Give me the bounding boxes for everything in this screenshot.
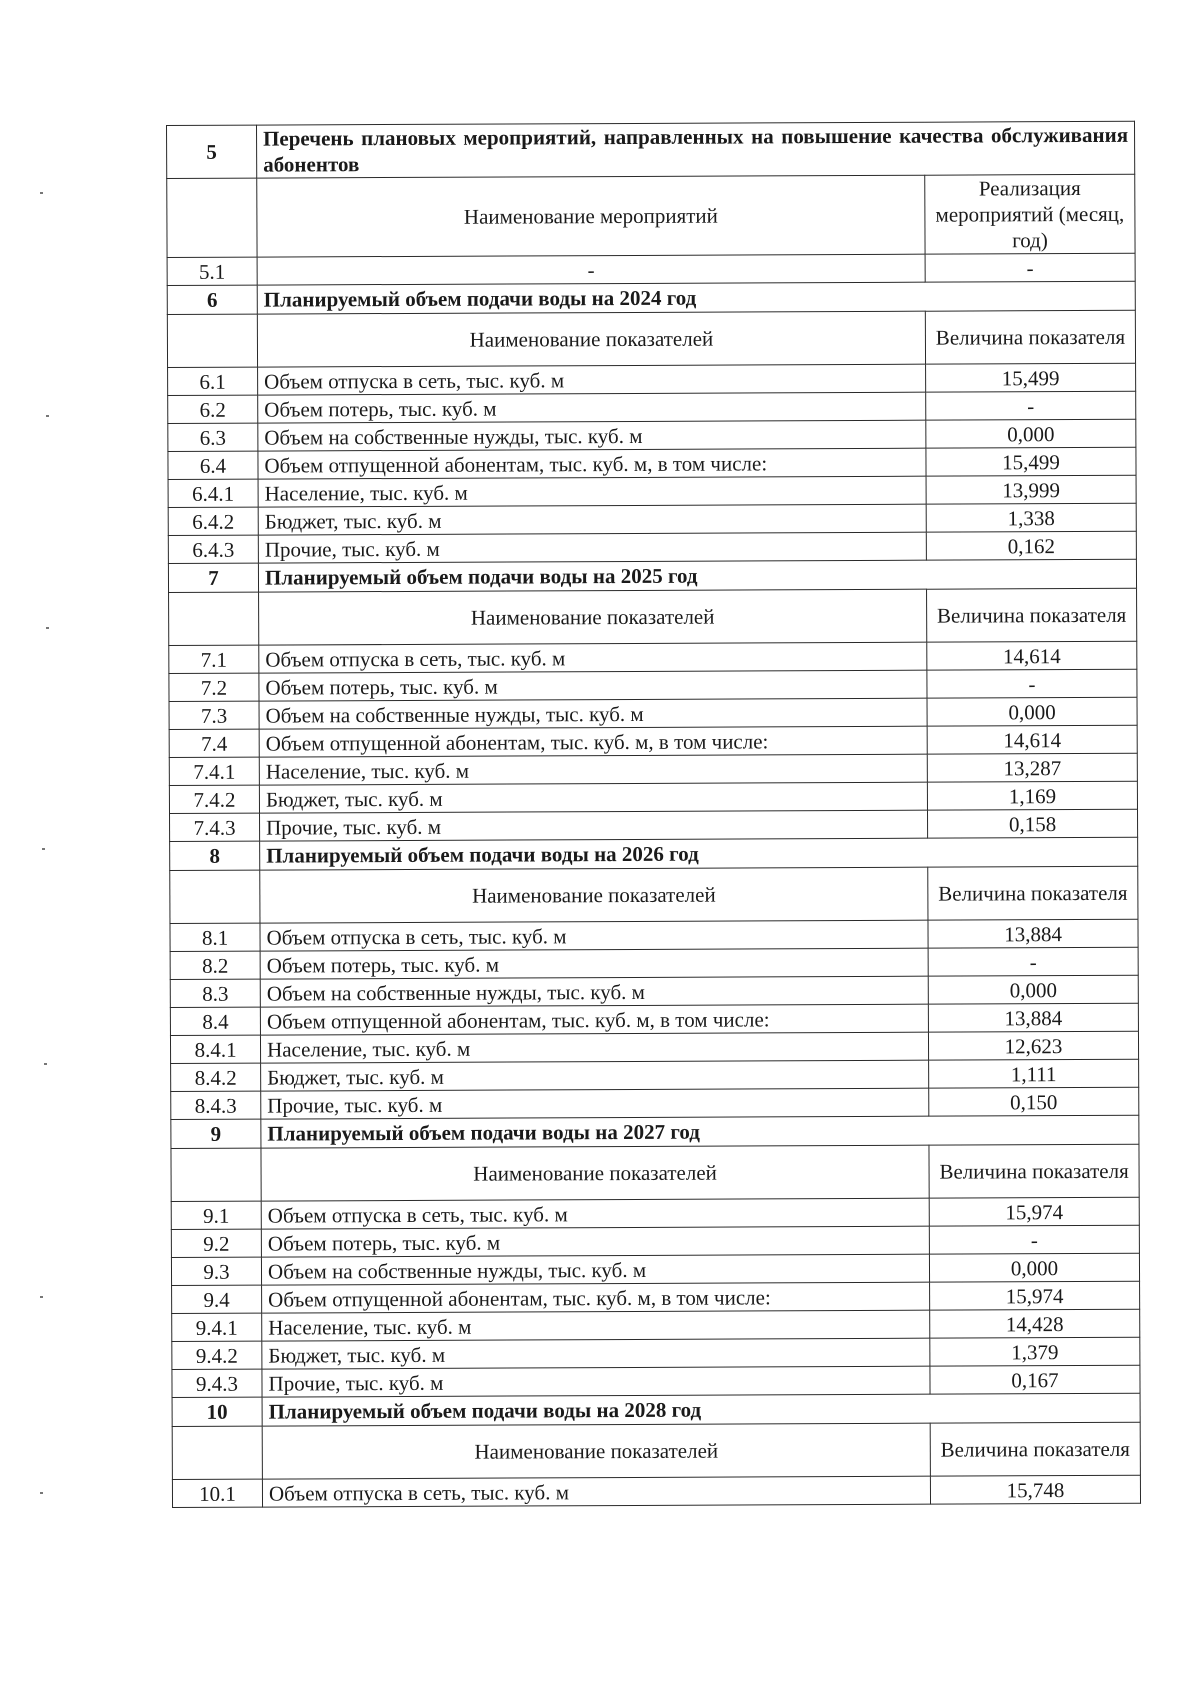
row-name: Объем на собственные нужды, тыс. куб. м bbox=[258, 420, 926, 451]
row-name: Бюджет, тыс. куб. м bbox=[262, 1338, 930, 1369]
row-number: 7.4.1 bbox=[169, 757, 259, 785]
section-title-row bbox=[171, 1115, 1139, 1148]
row-value: 12,623 bbox=[928, 1031, 1138, 1060]
row-number: 10.1 bbox=[172, 1479, 262, 1507]
header-number-cell bbox=[170, 870, 260, 923]
row-name: Бюджет, тыс. куб. м bbox=[259, 782, 927, 813]
row-value: - bbox=[925, 253, 1135, 282]
row-number: 8.4.2 bbox=[171, 1063, 261, 1091]
row-value: 13,884 bbox=[928, 919, 1138, 948]
row-value: - bbox=[927, 669, 1137, 698]
row-name: Прочие, тыс. куб. м bbox=[261, 1088, 929, 1119]
table-row bbox=[171, 1225, 1139, 1257]
row-name: Объем на собственные нужды, тыс. куб. м bbox=[259, 698, 927, 729]
row-name: Объем отпущенной абонентам, тыс. куб. м, в том числе: bbox=[259, 726, 927, 757]
section-title-row bbox=[167, 281, 1135, 314]
table-row bbox=[169, 697, 1137, 729]
row-name: Прочие, тыс. куб. м bbox=[258, 532, 926, 563]
row-value: 1,169 bbox=[927, 781, 1137, 810]
row-value: - bbox=[926, 391, 1136, 420]
scan-speck bbox=[46, 415, 49, 417]
row-number: 6.4 bbox=[168, 451, 258, 479]
row-value: 15,974 bbox=[930, 1281, 1140, 1310]
row-name: Население, тыс. куб. м bbox=[258, 476, 926, 507]
row-value: 15,499 bbox=[926, 363, 1136, 392]
row-number: 8.2 bbox=[170, 951, 260, 979]
row-number: 8.3 bbox=[170, 979, 260, 1007]
header-number-cell bbox=[172, 1426, 262, 1479]
row-value: 14,614 bbox=[927, 725, 1137, 754]
row-number: 5.1 bbox=[167, 257, 257, 285]
header-value-cell: Величина показателя bbox=[929, 1144, 1139, 1198]
table-row bbox=[168, 503, 1136, 535]
table-row bbox=[168, 531, 1136, 563]
column-header-row bbox=[171, 1144, 1139, 1201]
row-value: 0,000 bbox=[927, 697, 1137, 726]
section-number: 8 bbox=[170, 841, 260, 870]
row-number: 9.4.1 bbox=[172, 1313, 262, 1341]
table-row bbox=[169, 641, 1137, 673]
table-row bbox=[171, 1087, 1139, 1119]
row-value: 15,748 bbox=[930, 1475, 1140, 1504]
row-name: Объем отпущенной абонентам, тыс. куб. м, в том числе: bbox=[260, 1004, 928, 1035]
header-name-cell: Наименование показателей bbox=[260, 867, 928, 923]
scan-speck bbox=[42, 848, 45, 850]
row-value: 0,000 bbox=[926, 419, 1136, 448]
row-value: 0,150 bbox=[929, 1087, 1139, 1116]
table-row bbox=[172, 1365, 1140, 1397]
row-number: 8.4.3 bbox=[171, 1091, 261, 1119]
row-name: - bbox=[257, 254, 925, 285]
section-number: 5 bbox=[167, 125, 257, 178]
row-value: 0,162 bbox=[926, 531, 1136, 560]
row-number: 7.3 bbox=[169, 701, 259, 729]
table-row bbox=[168, 447, 1136, 479]
scan-speck bbox=[46, 627, 49, 629]
table-row bbox=[170, 1031, 1138, 1063]
row-value: 1,379 bbox=[930, 1337, 1140, 1366]
scan-speck bbox=[44, 1063, 47, 1065]
table-row bbox=[170, 975, 1138, 1007]
row-number: 8.4.1 bbox=[170, 1035, 260, 1063]
table-row bbox=[170, 809, 1138, 841]
section-title-row bbox=[167, 121, 1135, 178]
row-number: 7.4.3 bbox=[170, 813, 260, 841]
header-number-cell bbox=[167, 314, 257, 367]
row-number: 9.4.2 bbox=[172, 1341, 262, 1369]
section-title: Планируемый объем подачи воды на 2027 год bbox=[261, 1115, 1139, 1148]
table-row bbox=[169, 753, 1137, 785]
header-name-cell: Наименование мероприятий bbox=[257, 175, 925, 257]
row-name: Объем отпущенной абонентам, тыс. куб. м, в том числе: bbox=[258, 448, 926, 479]
row-name: Прочие, тыс. куб. м bbox=[262, 1366, 930, 1397]
row-number: 8.1 bbox=[170, 923, 260, 951]
table-row bbox=[171, 1059, 1139, 1091]
column-header-row bbox=[172, 1422, 1140, 1479]
row-name: Объем отпуска в сеть, тыс. куб. м bbox=[260, 920, 928, 951]
row-value: 13,884 bbox=[928, 1003, 1138, 1032]
row-name: Объем отпуска в сеть, тыс. куб. м bbox=[259, 642, 927, 673]
table-row bbox=[171, 1253, 1139, 1285]
scan-speck bbox=[40, 1492, 43, 1494]
header-value-cell: Величина показателя bbox=[930, 1422, 1140, 1476]
row-number: 6.4.1 bbox=[168, 479, 258, 507]
row-number: 9.4.3 bbox=[172, 1369, 262, 1397]
row-value: 1,111 bbox=[929, 1059, 1139, 1088]
table-row bbox=[168, 391, 1136, 423]
row-number: 9.1 bbox=[171, 1201, 261, 1229]
header-number-cell bbox=[171, 1148, 261, 1201]
table-row bbox=[171, 1197, 1139, 1229]
header-value-cell: Реализация мероприятий (месяц, год) bbox=[925, 174, 1135, 254]
header-name-cell: Наименование показателей bbox=[257, 311, 925, 367]
row-number: 8.4 bbox=[170, 1007, 260, 1035]
scan-speck bbox=[40, 1296, 43, 1298]
row-value: 15,499 bbox=[926, 447, 1136, 476]
row-value: 15,974 bbox=[929, 1197, 1139, 1226]
row-name: Бюджет, тыс. куб. м bbox=[261, 1060, 929, 1091]
header-name-cell: Наименование показателей bbox=[261, 1145, 929, 1201]
section-title: Планируемый объем подачи воды на 2028 год bbox=[262, 1393, 1140, 1426]
row-number: 9.3 bbox=[171, 1257, 261, 1285]
row-number: 9.4 bbox=[172, 1285, 262, 1313]
row-name: Объем потерь, тыс. куб. м bbox=[259, 670, 927, 701]
table-row bbox=[168, 475, 1136, 507]
table-row bbox=[169, 669, 1137, 701]
scan-speck bbox=[40, 192, 43, 194]
column-header-row bbox=[167, 174, 1135, 257]
row-value: 13,287 bbox=[927, 753, 1137, 782]
row-number: 7.1 bbox=[169, 645, 259, 673]
row-value: 0,000 bbox=[929, 1253, 1139, 1282]
row-name: Объем на собственные нужды, тыс. куб. м bbox=[261, 1254, 929, 1285]
row-name: Объем потерь, тыс. куб. м bbox=[261, 1226, 929, 1257]
row-value: - bbox=[928, 947, 1138, 976]
row-name: Бюджет, тыс. куб. м bbox=[258, 504, 926, 535]
section-number: 6 bbox=[167, 285, 257, 314]
row-name: Прочие, тыс. куб. м bbox=[260, 810, 928, 841]
header-name-cell: Наименование показателей bbox=[259, 589, 927, 645]
row-name: Объем на собственные нужды, тыс. куб. м bbox=[260, 976, 928, 1007]
section-title: Планируемый объем подачи воды на 2026 год bbox=[260, 837, 1138, 870]
table-row bbox=[168, 419, 1136, 451]
table-row bbox=[168, 363, 1136, 395]
header-number-cell bbox=[169, 592, 259, 645]
row-name: Объем отпуска в сеть, тыс. куб. м bbox=[262, 1476, 930, 1507]
table-row bbox=[169, 781, 1137, 813]
row-number: 6.2 bbox=[168, 395, 258, 423]
row-number: 6.1 bbox=[168, 367, 258, 395]
column-header-row bbox=[167, 310, 1135, 367]
section-title: Планируемый объем подачи воды на 2024 год bbox=[257, 281, 1135, 314]
row-name: Население, тыс. куб. м bbox=[262, 1310, 930, 1341]
row-value: 0,000 bbox=[928, 975, 1138, 1004]
table-row bbox=[172, 1475, 1140, 1507]
row-value: 13,999 bbox=[926, 475, 1136, 504]
header-value-cell: Величина показателя bbox=[928, 866, 1138, 920]
row-name: Население, тыс. куб. м bbox=[260, 1032, 928, 1063]
header-value-cell: Величина показателя bbox=[927, 588, 1137, 642]
row-number: 7.4 bbox=[169, 729, 259, 757]
row-number: 7.4.2 bbox=[169, 785, 259, 813]
row-number: 6.4.2 bbox=[168, 507, 258, 535]
row-name: Население, тыс. куб. м bbox=[259, 754, 927, 785]
table-row bbox=[170, 1003, 1138, 1035]
table-row bbox=[172, 1309, 1140, 1341]
header-name-cell: Наименование показателей bbox=[262, 1423, 930, 1479]
table-row bbox=[167, 253, 1135, 285]
section-number: 10 bbox=[172, 1397, 262, 1426]
header-number-cell bbox=[167, 178, 257, 257]
section-title: Планируемый объем подачи воды на 2025 год bbox=[258, 559, 1136, 592]
row-value: 14,428 bbox=[930, 1309, 1140, 1338]
plan-table bbox=[166, 121, 1141, 1508]
row-value: 1,338 bbox=[926, 503, 1136, 532]
row-name: Объем потерь, тыс. куб. м bbox=[258, 392, 926, 423]
row-name: Объем потерь, тыс. куб. м bbox=[260, 948, 928, 979]
row-number: 6.4.3 bbox=[168, 535, 258, 563]
column-header-row bbox=[169, 588, 1137, 645]
table-row bbox=[172, 1281, 1140, 1313]
section-number: 9 bbox=[171, 1119, 261, 1148]
row-name: Объем отпуска в сеть, тыс. куб. м bbox=[261, 1198, 929, 1229]
row-value: 14,614 bbox=[927, 641, 1137, 670]
section-title-row bbox=[172, 1393, 1140, 1426]
row-number: 9.2 bbox=[171, 1229, 261, 1257]
section-title: Перечень плановых мероприятий, направленных на повышение качества обслуживания абонентов bbox=[257, 121, 1135, 178]
table-row bbox=[170, 947, 1138, 979]
row-value: - bbox=[929, 1225, 1139, 1254]
table-row bbox=[172, 1337, 1140, 1369]
table-row bbox=[170, 919, 1138, 951]
section-title-row bbox=[170, 837, 1138, 870]
row-value: 0,158 bbox=[927, 809, 1137, 838]
column-header-row bbox=[170, 866, 1138, 923]
section-title-row bbox=[168, 559, 1136, 592]
row-name: Объем отпуска в сеть, тыс. куб. м bbox=[258, 364, 926, 395]
row-number: 6.3 bbox=[168, 423, 258, 451]
row-name: Объем отпущенной абонентам, тыс. куб. м, в том числе: bbox=[262, 1282, 930, 1313]
row-number: 7.2 bbox=[169, 673, 259, 701]
header-value-cell: Величина показателя bbox=[925, 310, 1135, 364]
table-row bbox=[169, 725, 1137, 757]
row-value: 0,167 bbox=[930, 1365, 1140, 1394]
section-number: 7 bbox=[168, 563, 258, 592]
